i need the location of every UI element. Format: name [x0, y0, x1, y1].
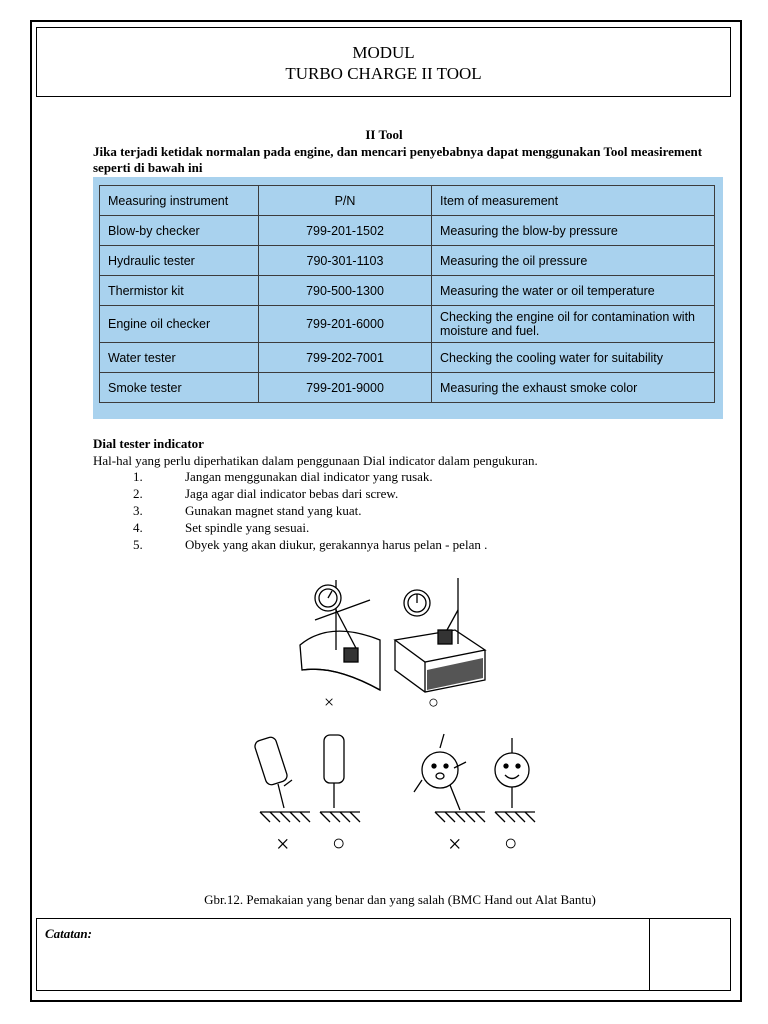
cell-item: Checking the engine oil for contamination with moisture and fuel. — [432, 306, 715, 343]
list-item-text: Set spindle yang sesuai. — [185, 520, 310, 535]
cell-pn: 790-301-1103 — [259, 246, 432, 276]
table-row — [100, 343, 715, 373]
cell-instrument: Smoke tester — [100, 373, 259, 403]
list-item-number: 4. — [133, 520, 143, 535]
cell-pn: 799-201-9000 — [259, 373, 432, 403]
notes-label: Catatan: — [45, 926, 92, 941]
cell-pn: 799-202-7001 — [259, 343, 432, 373]
list-item — [133, 536, 487, 553]
wrong-mark: × — [448, 832, 462, 858]
cell-instrument: Thermistor kit — [100, 276, 259, 306]
header-line-2: TURBO CHARGE II TOOL — [285, 64, 482, 83]
table-header-row — [100, 186, 715, 216]
table-row — [100, 216, 715, 246]
cell-item: Measuring the water or oil temperature — [432, 276, 715, 306]
measurement-table-panel — [93, 177, 723, 419]
wrong-mark: × — [276, 832, 290, 858]
dial-instructions-list — [133, 468, 487, 553]
dial-on-curved-surface-illustration — [300, 580, 380, 690]
list-item-text: Jangan menggunakan dial indicator yang rusak. — [185, 469, 433, 484]
header-line-1: MODUL — [352, 43, 415, 62]
list-item-text: Jaga agar dial indicator bebas dari screw. — [185, 486, 399, 501]
list-item-number: 5. — [133, 537, 143, 552]
module-header — [36, 27, 731, 97]
cell-item: Measuring the oil pressure — [432, 246, 715, 276]
header-item: Item of measurement — [432, 186, 715, 216]
list-item — [133, 485, 487, 502]
table-row — [100, 276, 715, 306]
cartoon-vertical-dial-illustration — [495, 738, 535, 822]
wrong-mark: × — [324, 692, 335, 712]
measurement-table — [99, 185, 715, 403]
figure-caption: Gbr.12. Pemakaian yang benar dan yang salah (BMC Hand out Alat Bantu) — [204, 892, 596, 907]
header-pn: P/N — [259, 186, 432, 216]
table-row — [100, 373, 715, 403]
right-mark: ○ — [332, 830, 346, 855]
list-item — [133, 502, 487, 519]
cartoon-tilted-dial-illustration — [414, 734, 485, 822]
cell-pn: 799-201-6000 — [259, 306, 432, 343]
list-item — [133, 519, 487, 536]
cell-item: Checking the cooling water for suitability — [432, 343, 715, 373]
notes-side-box — [650, 918, 731, 991]
header-instrument: Measuring instrument — [100, 186, 259, 216]
dial-intro-text: Hal-hal yang perlu diperhatikan dalam penggunaan Dial indicator dalam pengukuran. — [93, 453, 538, 468]
vertical-dial-indicator-illustration — [320, 735, 360, 822]
list-item — [133, 468, 487, 485]
dial-on-flat-block-illustration — [395, 578, 485, 692]
dial-section-title: Dial tester indicator — [93, 436, 204, 451]
cell-instrument: Blow-by checker — [100, 216, 259, 246]
list-item-text: Obyek yang akan diukur, gerakannya harus pelan - pelan . — [185, 537, 488, 552]
tilted-dial-indicator-illustration — [253, 736, 310, 822]
intro-text: Jika terjadi ketidak normalan pada engine, dan mencari penyebabnya dapat menggunakan Tool measirement seperti di bawah ini — [93, 144, 703, 175]
cell-pn: 799-201-1502 — [259, 216, 432, 246]
right-mark: ○ — [428, 692, 439, 712]
table-row — [100, 246, 715, 276]
notes-box — [36, 918, 650, 991]
dial-indicator-usage-illustration — [240, 570, 570, 860]
section-title: II Tool — [365, 127, 403, 142]
right-mark: ○ — [504, 830, 518, 855]
cell-instrument: Engine oil checker — [100, 306, 259, 343]
cell-pn: 790-500-1300 — [259, 276, 432, 306]
list-item-text: Gunakan magnet stand yang kuat. — [185, 503, 362, 518]
cell-instrument: Hydraulic tester — [100, 246, 259, 276]
cell-instrument: Water tester — [100, 343, 259, 373]
cell-item: Measuring the exhaust smoke color — [432, 373, 715, 403]
list-item-number: 3. — [133, 503, 143, 518]
list-item-number: 1. — [133, 469, 143, 484]
table-row — [100, 306, 715, 343]
cell-item: Measuring the blow-by pressure — [432, 216, 715, 246]
list-item-number: 2. — [133, 486, 143, 501]
